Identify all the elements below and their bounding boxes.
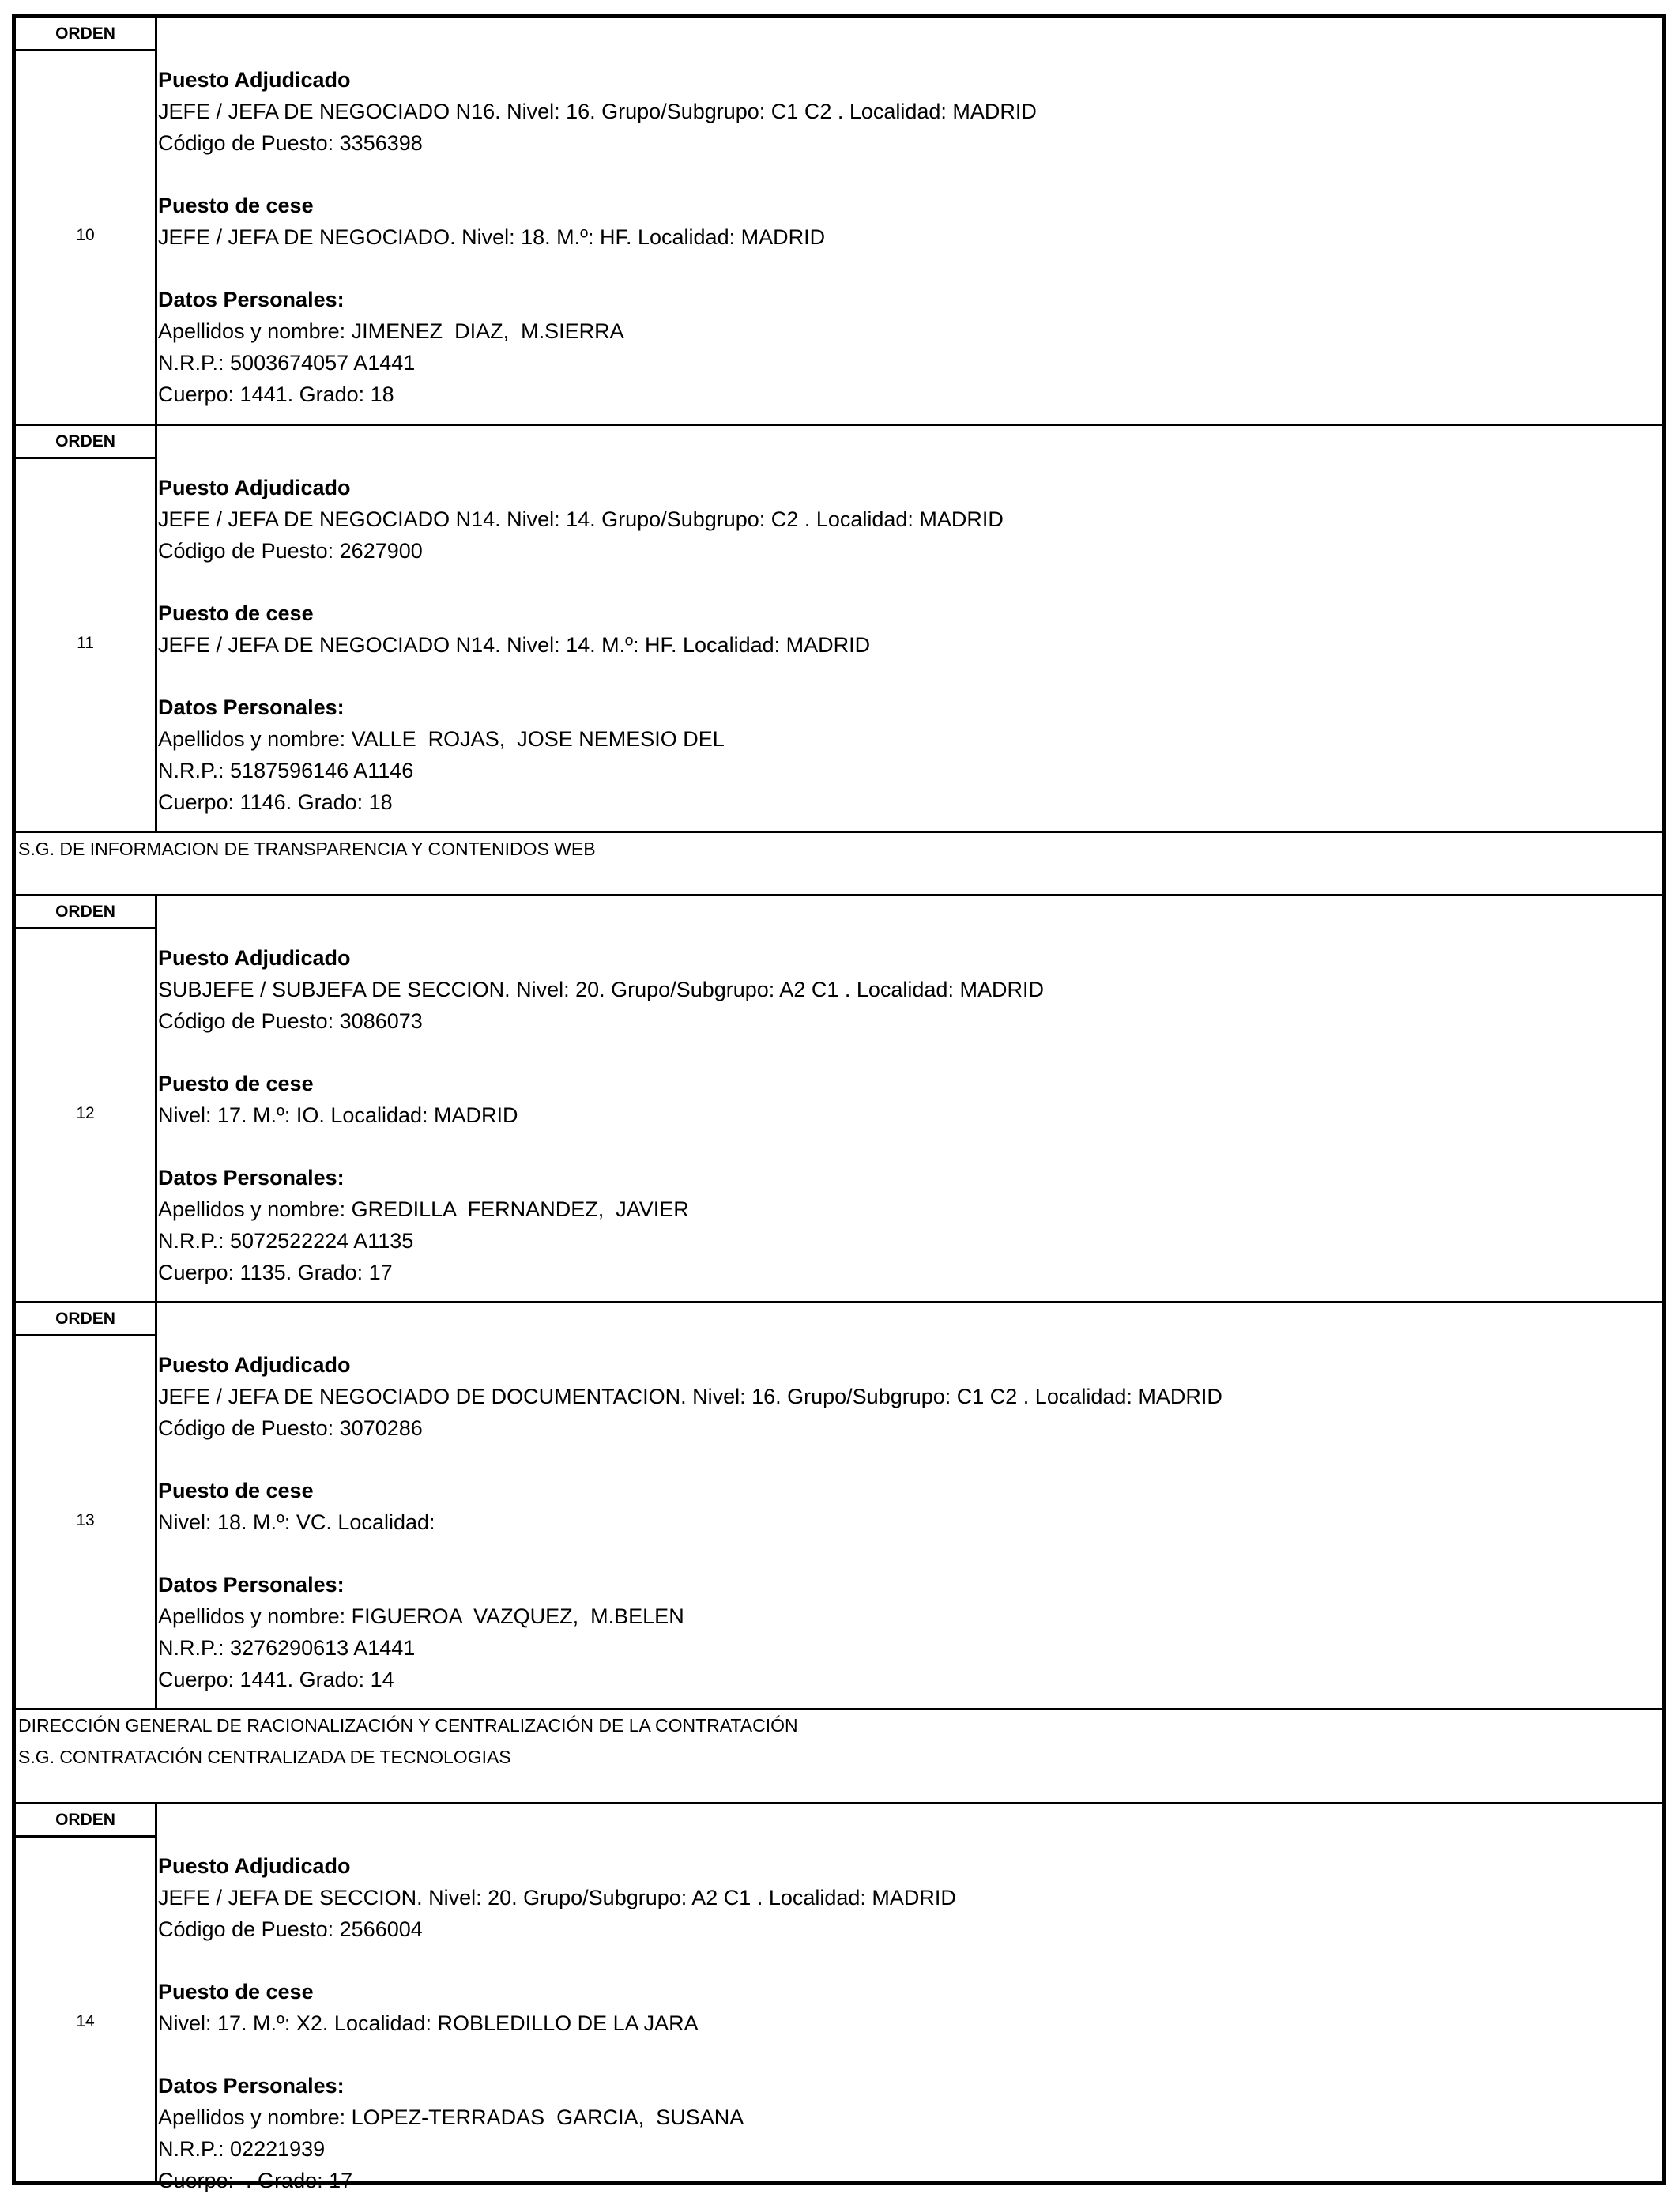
apellidos-nombre: Apellidos y nombre: FIGUEROA VAZQUEZ, M.BELEN: [158, 1604, 684, 1628]
puesto-cese-heading: Puesto de cese: [158, 1980, 314, 2004]
puesto-adjudicado-heading: Puesto Adjudicado: [158, 1353, 351, 1377]
codigo-puesto: Código de Puesto: 2627900: [158, 539, 423, 563]
entry-row: [16, 1804, 1662, 2192]
puesto-cese-text: Nivel: 17. M.º: IO. Localidad: MADRID: [158, 1103, 518, 1127]
apellidos-nombre: Apellidos y nombre: GREDILLA FERNANDEZ, JAVIER: [158, 1197, 689, 1221]
datos-personales-heading: Datos Personales:: [158, 1573, 345, 1596]
entry-details: [158, 1336, 1662, 1708]
entry-row: [16, 896, 1662, 1301]
puesto-adjudicado-text: SUBJEFE / SUBJEFA DE SECCION. Nivel: 20. Grupo/Subgrupo: A2 C1 . Localidad: MADRID: [158, 978, 1044, 1001]
document-table: [12, 14, 1666, 2192]
entry-details: [158, 459, 1662, 831]
puesto-adjudicado-heading: Puesto Adjudicado: [158, 1854, 351, 1878]
orden-header: ORDEN: [16, 896, 155, 929]
section-header-line: S.G. CONTRATACIÓN CENTRALIZADA DE TECNOLOGIAS: [18, 1747, 511, 1767]
codigo-puesto: Código de Puesto: 2566004: [158, 1917, 423, 1941]
puesto-cese-text: Nivel: 17. M.º: X2. Localidad: ROBLEDILLO DE LA JARA: [158, 2011, 699, 2035]
apellidos-nombre: Apellidos y nombre: VALLE ROJAS, JOSE NEMESIO DEL: [158, 727, 725, 751]
puesto-adjudicado-heading: Puesto Adjudicado: [158, 68, 351, 92]
codigo-puesto: Código de Puesto: 3086073: [158, 1009, 423, 1033]
nrp: N.R.P.: 5003674057 A1441: [158, 351, 416, 375]
section-header: [16, 1710, 1662, 1802]
cuerpo-grado: Cuerpo: 1441. Grado: 18: [158, 383, 394, 406]
puesto-cese-text: JEFE / JEFA DE NEGOCIADO. Nivel: 18. M.º: HF. Localidad: MADRID: [158, 225, 826, 249]
cuerpo-grado: Cuerpo: 1146. Grado: 18: [158, 790, 393, 814]
orden-number: 12: [76, 1104, 95, 1122]
datos-personales-heading: Datos Personales:: [158, 288, 345, 311]
orden-column: [16, 1303, 157, 1708]
puesto-cese-heading: Puesto de cese: [158, 1072, 314, 1095]
nrp: N.R.P.: 5072522224 A1135: [158, 1229, 414, 1253]
orden-number: 10: [76, 226, 95, 244]
cuerpo-grado: Cuerpo: 1135. Grado: 17: [158, 1261, 393, 1284]
orden-number: 13: [76, 1511, 95, 1529]
puesto-cese-heading: Puesto de cese: [158, 1479, 314, 1502]
puesto-adjudicado-text: JEFE / JEFA DE NEGOCIADO N16. Nivel: 16. Grupo/Subgrupo: C1 C2 . Localidad: MADRID: [158, 100, 1037, 123]
entry-details: [158, 929, 1662, 1301]
entry-row: [16, 18, 1662, 424]
codigo-puesto: Código de Puesto: 3356398: [158, 131, 423, 155]
section-header-line: S.G. DE INFORMACION DE TRANSPARENCIA Y CONTENIDOS WEB: [18, 839, 596, 859]
entry-row: [16, 426, 1662, 831]
puesto-adjudicado-heading: Puesto Adjudicado: [158, 476, 351, 499]
orden-header: ORDEN: [16, 1804, 155, 1838]
apellidos-nombre: Apellidos y nombre: LOPEZ-TERRADAS GARCIA, SUSANA: [158, 2105, 744, 2129]
puesto-cese-heading: Puesto de cese: [158, 601, 314, 625]
codigo-puesto: Código de Puesto: 3070286: [158, 1416, 423, 1440]
orden-column: [16, 1804, 157, 2181]
cuerpo-grado: Cuerpo: . Grado: 17: [158, 2169, 353, 2192]
nrp: N.R.P.: 02221939: [158, 2137, 326, 2161]
datos-personales-heading: Datos Personales:: [158, 2074, 345, 2098]
puesto-adjudicado-text: JEFE / JEFA DE NEGOCIADO N14. Nivel: 14. Grupo/Subgrupo: C2 . Localidad: MADRID: [158, 507, 1004, 531]
section-header: [16, 833, 1662, 894]
orden-header: ORDEN: [16, 1303, 155, 1336]
puesto-cese-text: Nivel: 18. M.º: VC. Localidad:: [158, 1510, 435, 1534]
cuerpo-grado: Cuerpo: 1441. Grado: 14: [158, 1668, 394, 1691]
puesto-cese-heading: Puesto de cese: [158, 194, 314, 217]
nrp: N.R.P.: 5187596146 A1146: [158, 759, 414, 782]
nrp: N.R.P.: 3276290613 A1441: [158, 1636, 416, 1660]
puesto-adjudicado-text: JEFE / JEFA DE SECCION. Nivel: 20. Grupo/Subgrupo: A2 C1 . Localidad: MADRID: [158, 1886, 956, 1909]
puesto-cese-text: JEFE / JEFA DE NEGOCIADO N14. Nivel: 14. M.º: HF. Localidad: MADRID: [158, 633, 871, 657]
orden-number: 11: [77, 634, 94, 652]
puesto-adjudicado-text: JEFE / JEFA DE NEGOCIADO DE DOCUMENTACION. Nivel: 16. Grupo/Subgrupo: C1 C2 . Localidad: MADRID: [158, 1385, 1222, 1408]
section-header-line: DIRECCIÓN GENERAL DE RACIONALIZACIÓN Y CENTRALIZACIÓN DE LA CONTRATACIÓN: [18, 1715, 798, 1736]
apellidos-nombre: Apellidos y nombre: JIMENEZ DIAZ, M.SIERRA: [158, 319, 624, 343]
orden-column: [16, 18, 157, 424]
orden-column: [16, 896, 157, 1301]
puesto-adjudicado-heading: Puesto Adjudicado: [158, 946, 351, 970]
entry-details: [158, 51, 1662, 424]
datos-personales-heading: Datos Personales:: [158, 1166, 345, 1189]
orden-number: 14: [76, 2012, 95, 2030]
orden-column: [16, 426, 157, 831]
datos-personales-heading: Datos Personales:: [158, 696, 345, 719]
entry-row: [16, 1303, 1662, 1708]
entry-details: [158, 1838, 1662, 2192]
orden-header: ORDEN: [16, 426, 155, 459]
orden-header: ORDEN: [16, 18, 155, 51]
